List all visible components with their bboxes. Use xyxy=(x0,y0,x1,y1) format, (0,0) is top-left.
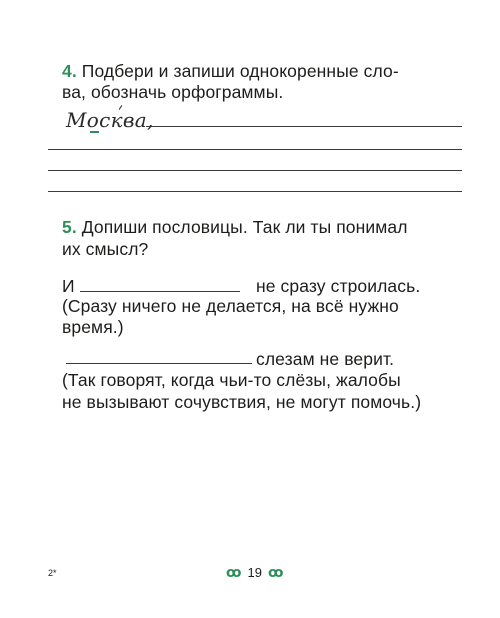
proverb2-blank[interactable] xyxy=(66,363,252,364)
explanation1-line2: время.) xyxy=(62,317,124,337)
writing-line[interactable] xyxy=(48,149,462,150)
task5-line1 xyxy=(62,216,408,238)
task4-number: 4. xyxy=(62,61,77,81)
proverb2-end: слезам не верит. xyxy=(256,349,395,369)
proverb1-start: И xyxy=(62,276,75,296)
proverb1-end: не сразу строилась. xyxy=(256,276,421,296)
task5-text-line2: их смысл? xyxy=(62,239,149,259)
left-ornament-icon: ꝏ xyxy=(226,564,242,580)
task4-text-line2: ва, обозначь орфограммы. xyxy=(62,82,284,102)
task5-text-line1: Допиши пословицы. Так ли ты понимал xyxy=(81,217,408,237)
writing-line[interactable] xyxy=(48,170,462,171)
writing-line[interactable] xyxy=(146,126,462,127)
orthogram-underline xyxy=(90,131,99,133)
proverb1-blank[interactable] xyxy=(80,291,240,292)
explanation2-line2: не вызывают сочувствия, не могут помочь.) xyxy=(62,392,422,412)
print-signature: 2* xyxy=(48,568,57,578)
right-ornament-icon: ꝏ xyxy=(267,564,284,580)
writing-line[interactable] xyxy=(48,191,462,192)
task5-number: 5. xyxy=(62,217,77,237)
page-footer xyxy=(226,564,283,581)
explanation2-line1: (Так говорят, когда чьи-то слёзы, жалобы xyxy=(62,370,401,390)
task4-line1 xyxy=(62,60,399,82)
task4-text-line1: Подбери и запиши однокоренные сло- xyxy=(81,61,399,81)
explanation1-line1: (Сразу ничего не делается, на всё нужно xyxy=(62,296,399,316)
page-number: 19 xyxy=(247,565,262,580)
example-word-moskva: Москва, xyxy=(66,108,154,132)
